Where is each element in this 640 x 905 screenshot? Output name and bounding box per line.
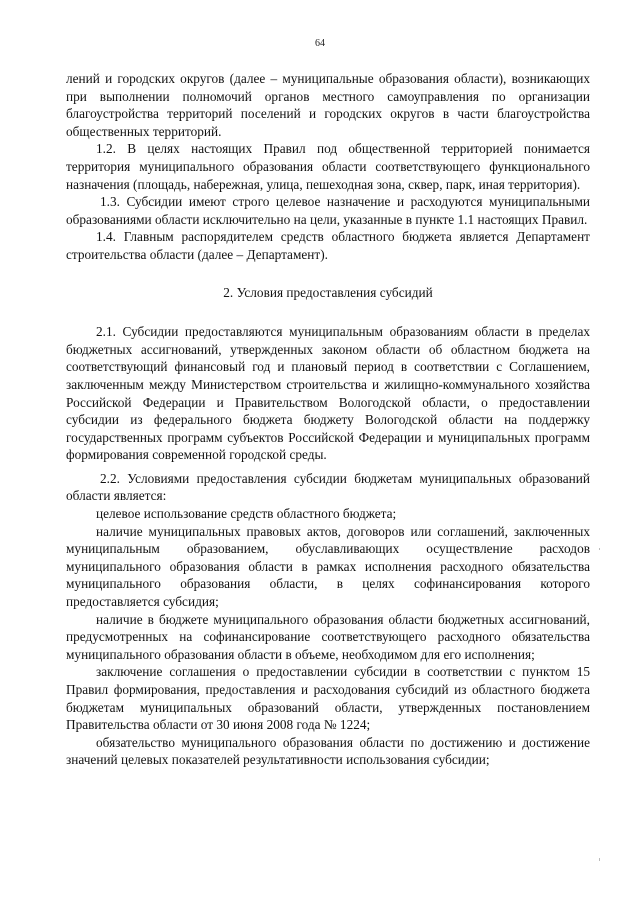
paragraph-continuation: лений и городских округов (далее – муниципальные образования области), возникающих при выполнении полномочий органов местного самоуправления по организации благоустройства территорий поселений и городских округов в части благоустройства общественных территорий. <box>66 71 590 139</box>
document-body <box>66 70 590 769</box>
condition-item: наличие в бюджете муниципального образования области бюджетных ассигнований, предусмотренных на софинансирование соответствующего расходного обязательства муниципального образования области в объеме, необходимом для его исполнения; <box>66 611 590 662</box>
paragraph-1-2: 1.2. В целях настоящих Правил под общественной территорией понимается территория муниципального образования области соответствующего функционального назначения (площадь, набережная, улица, пешеходная зона, сквер, парк, иная территория). <box>66 141 590 192</box>
scan-edge-mark <box>599 858 600 861</box>
scan-edge-mark <box>599 548 600 550</box>
paragraph-1-4: 1.4. Главным распорядителем средств областного бюджета является Департамент строительства области (далее – Департамент). <box>66 229 590 262</box>
section-heading: 2. Условия предоставления субсидий <box>223 284 433 300</box>
paragraph-1-3: 1.3. Субсидии имеют строго целевое назначение и расходуются муниципальными образованиями области исключительно на цели, указанные в пункте 1.1 настоящих Правил. <box>66 194 590 227</box>
condition-item: обязательство муниципального образования области по достижению и достижение значений целевых показателей результативности использования субсидии; <box>66 734 590 768</box>
condition-item: заключение соглашения о предоставлении субсидии в соответствии с пунктом 15 Правил формирования, предоставления и расходования субсидий из областного бюджета бюджетам муниципальных образований области, утвержденных постановлением Правительства области от 30 июня 2008 года № 1224; <box>66 664 590 733</box>
condition-item: наличие муниципальных правовых актов, договоров или соглашений, заключенных муниципальным образованием, обуславливающих осуществление расходов муниципального образования области в рамках исполнения расходного обязательства муниципального образования области, в целях софинансирования которого предоставляется субсидия; <box>66 523 590 610</box>
condition-item: целевое использование средств областного бюджета; <box>96 506 397 522</box>
paragraph-2-1: 2.1. Субсидии предоставляются муниципальным образованиям области в пределах бюджетных ассигнований, утвержденных законом области об областном бюджета на соответствующий финансовый год и плановый период в соответствии с Соглашением, заключенным между Министерством строительства и жилищно-коммунального хозяйства Российской Федерации и Правительством Вологодской области, о предоставлении субсидии из федерального бюджета бюджету Вологодской области на поддержку государственных программ субъектов Российской Федерации и муниципальных программ формирования современной городской среды. <box>66 324 590 463</box>
paragraph-2-2: 2.2. Условиями предоставления субсидии бюджетам муниципальных образований области является: <box>66 470 590 504</box>
page-number: 64 <box>315 38 325 49</box>
